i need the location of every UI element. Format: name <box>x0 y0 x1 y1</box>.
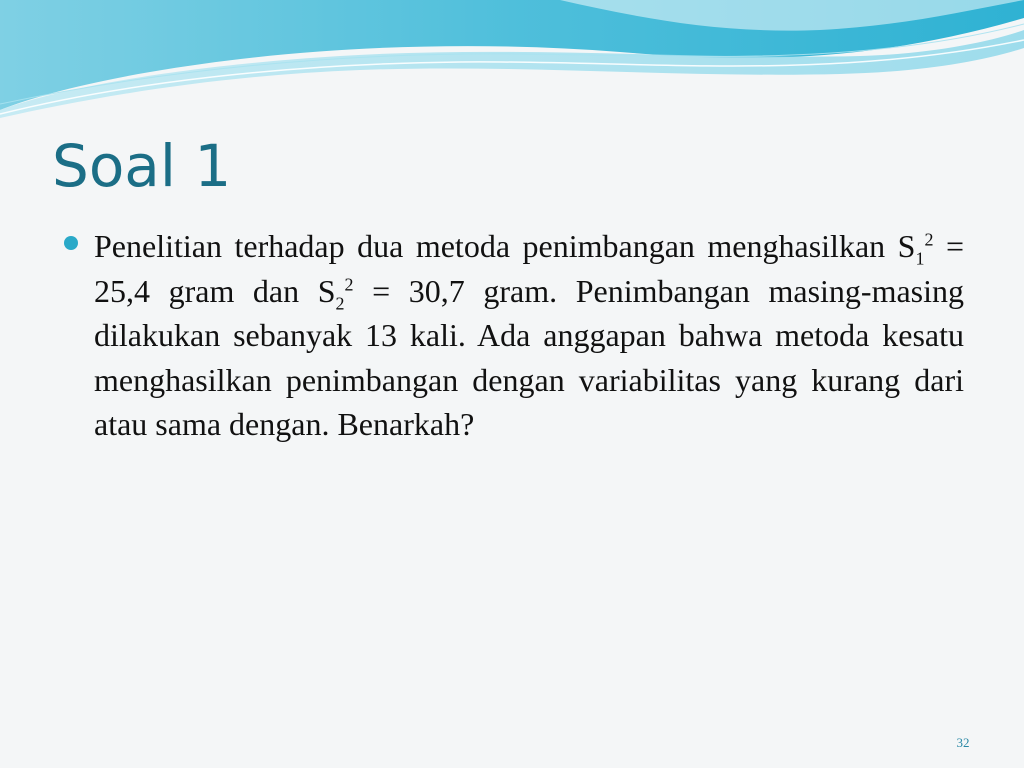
slide-body <box>62 224 964 447</box>
variable-superscript: 2 <box>344 273 354 294</box>
variable-subscript: 1 <box>915 248 925 269</box>
variance-s2-squared <box>317 272 354 313</box>
slide-title: Soal 1 <box>52 132 232 200</box>
wave-header-decoration <box>0 0 1024 120</box>
bullet-item <box>62 224 964 447</box>
bullet-dot-icon <box>64 236 78 250</box>
variable-subscript: 2 <box>335 292 345 313</box>
page-number: 32 <box>956 735 970 750</box>
bullet-text-part: Penelitian terhadap dua metoda penimbangan menghasilkan <box>94 228 898 264</box>
variable-base: S <box>897 228 916 264</box>
variance-s1-squared <box>897 228 934 269</box>
variable-superscript: 2 <box>924 229 934 250</box>
variable-base: S <box>317 272 336 309</box>
bullet-text-part: = 30,7 gram. Penimbangan masing-masing dilakukan sebanyak 13 kali. Ada anggapan bahwa metoda kesatu menghasilkan penimbangan dengan variabilitas yang kurang dari atau sama dengan. Benarkah? <box>94 272 965 442</box>
bullet-text <box>94 224 964 447</box>
bullet-text-part: = 25,4 gram dan <box>94 228 965 309</box>
